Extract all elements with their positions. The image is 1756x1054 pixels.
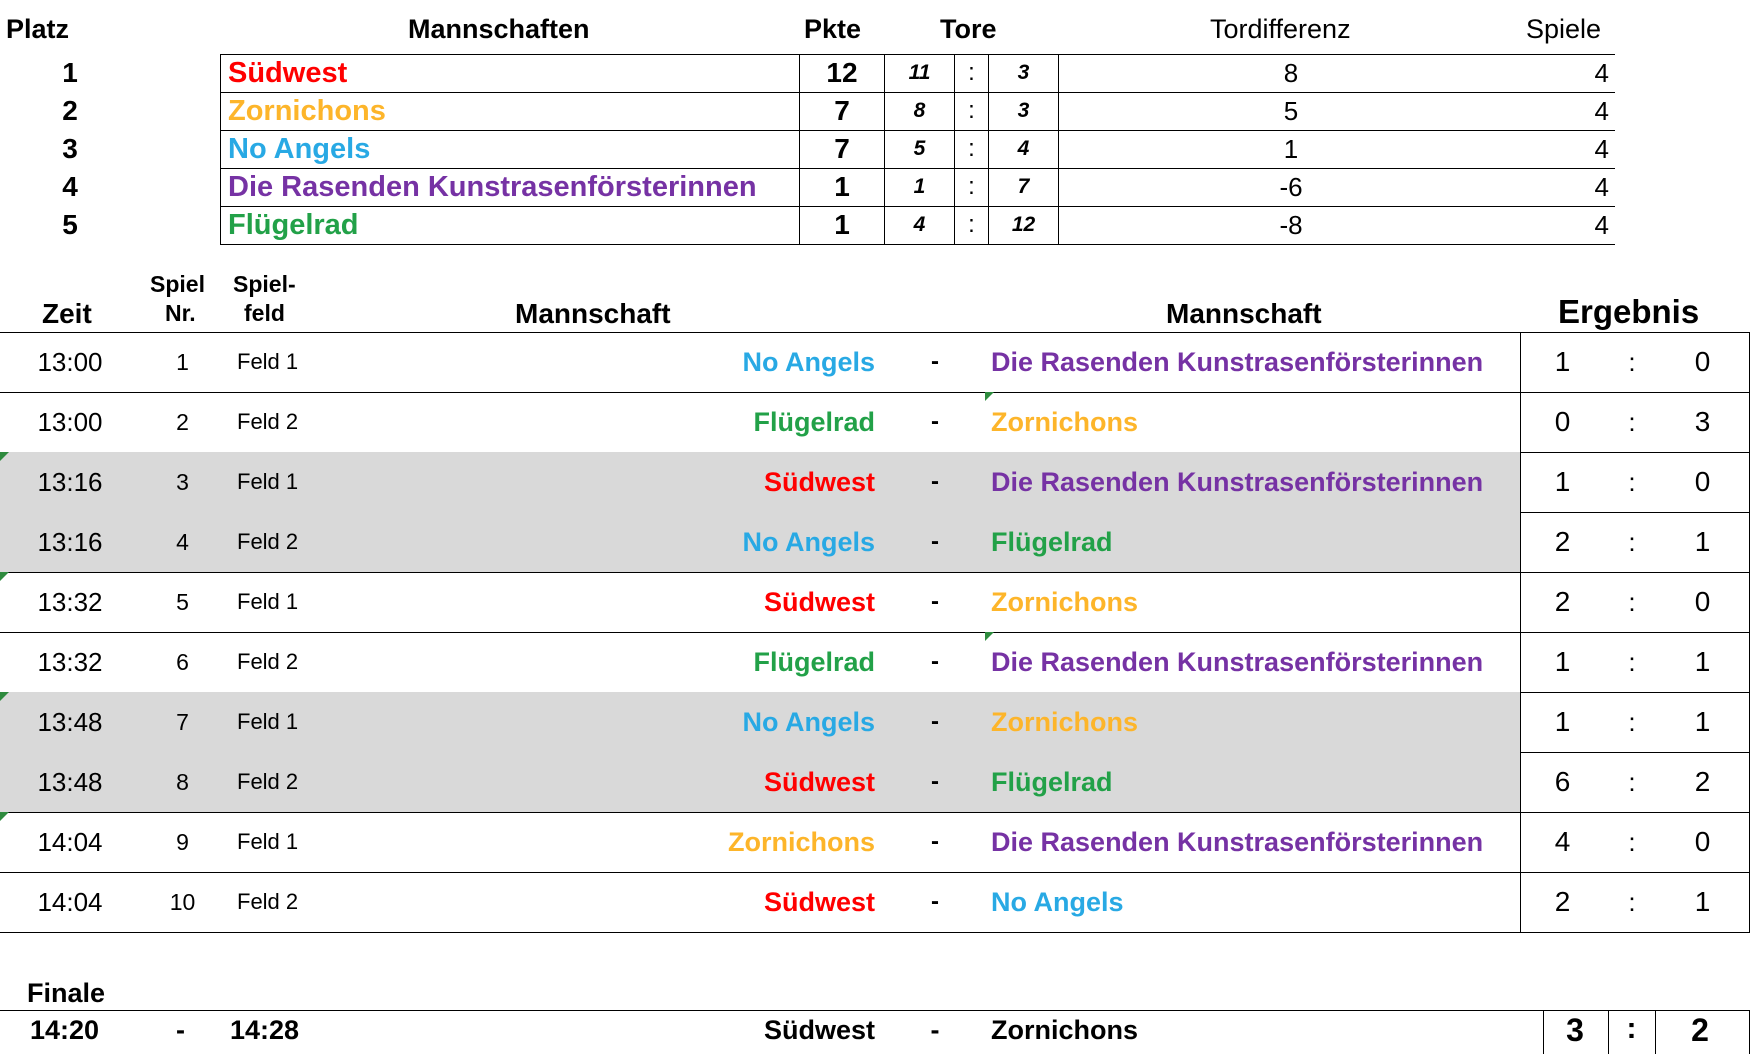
schedule-time: 13:48 [37,767,103,797]
schedule-field: Feld 1 [237,709,299,734]
schedule-game-nr: 7 [176,709,189,735]
standings-place: 1 [62,57,78,88]
standings-games: 4 [1594,134,1609,164]
schedule-dash: - [931,348,939,375]
schedule-dash: - [931,588,939,615]
final-score-away: 2 [1691,1012,1709,1048]
schedule-time: 14:04 [37,887,103,917]
schedule-field: Feld 1 [237,829,299,854]
standings-team: Flügelrad [220,206,800,244]
standings-header-difference: Tordifferenz [1210,14,1351,44]
schedule-game-nr: 1 [176,349,189,375]
schedule-away-team: Zornichons [991,407,1138,437]
schedule-game-nr: 6 [176,649,189,675]
result-column-border [1749,332,1750,932]
schedule-row [0,392,1756,452]
schedule-score-away: 0 [1694,346,1711,377]
schedule-dash: - [931,528,939,555]
schedule-header-field-1: Spiel- [233,271,296,297]
standings-points: 7 [800,130,885,168]
final-score-home: 3 [1566,1012,1584,1048]
standings-row [0,54,1615,92]
schedule-header-game-nr-2: Nr. [165,300,196,326]
schedule-header-time: Zeit [42,298,92,329]
standings-difference: 8 [1283,58,1299,88]
schedule-header-home: Mannschaft [515,298,671,329]
final-score-divider-mid-1 [1608,1010,1609,1054]
final-score-colon: : [1626,1012,1637,1045]
final-dash: - [930,1015,940,1045]
schedule-game-nr: 10 [169,889,196,915]
standings-team: Südwest [220,54,800,92]
schedule-game-nr: 8 [176,769,189,795]
schedule-row [0,812,1756,872]
standings-games: 4 [1594,58,1609,88]
standings-place: 3 [62,133,78,164]
schedule-away-team: Die Rasenden Kunstrasenförsterinnen [991,647,1484,677]
schedule-away-team: No Angels [991,887,1124,917]
final-top-line [0,1010,1750,1011]
schedule-time: 13:16 [37,527,103,557]
schedule-home-team: Südwest [763,587,875,617]
standings-header-games: Spiele [1526,14,1602,44]
schedule-score-home: 2 [1554,586,1571,617]
schedule-time: 13:32 [37,587,103,617]
standings-points: 12 [800,54,885,92]
standings-header-points: Pkte [804,14,862,44]
standings-row [0,168,1615,206]
schedule-row [0,872,1756,932]
schedule-score-away: 0 [1694,466,1711,497]
standings-difference: -8 [1279,210,1303,240]
schedule-score-home: 1 [1554,346,1571,377]
schedule-row [0,452,1756,512]
standings-place: 2 [62,95,78,126]
standings-goals-colon: : [955,54,989,92]
schedule-score-home: 6 [1554,766,1571,797]
schedule-away-team: Die Rasenden Kunstrasenförsterinnen [991,347,1484,377]
schedule-header-result: Ergebnis [1558,293,1700,330]
standings-goals-against: 3 [989,54,1059,92]
schedule-time: 13:16 [37,467,103,497]
standings-row [0,130,1615,168]
schedule-away-team: Die Rasenden Kunstrasenförsterinnen [991,827,1484,857]
standings-goals-against: 12 [989,206,1059,244]
standings-goals-for: 8 [885,92,955,130]
schedule-row [0,332,1756,392]
schedule-field: Feld 2 [237,769,299,794]
standings-row [0,206,1615,244]
schedule-score-away: 1 [1694,646,1711,677]
standings-row-divider [220,244,1615,245]
schedule-row [0,512,1756,572]
schedule-score-colon: : [1628,527,1636,557]
schedule-score-colon: : [1628,587,1636,617]
schedule-field: Feld 1 [237,589,299,614]
schedule-home-team: No Angels [742,527,875,557]
schedule-field: Feld 2 [237,889,299,914]
schedule-score-away: 1 [1694,526,1711,557]
standings-games: 4 [1594,96,1609,126]
final-time-dash: - [176,1015,185,1045]
schedule-score-home: 2 [1554,526,1571,557]
schedule-away-team: Zornichons [991,587,1138,617]
schedule-score-away: 0 [1694,586,1711,617]
schedule-home-team: Südwest [763,767,875,797]
schedule-home-team: No Angels [742,707,875,737]
standings-difference: 5 [1283,96,1299,126]
schedule-away-team: Flügelrad [991,767,1113,797]
schedule-row [0,572,1756,632]
standings-goals-colon: : [955,92,989,130]
schedule-time: 14:04 [37,827,103,857]
schedule-field: Feld 2 [237,529,299,554]
schedule-dash: - [931,708,939,735]
standings-goals-for: 11 [885,54,955,92]
schedule-dash: - [931,888,939,915]
schedule-time: 13:00 [37,347,103,377]
standings-goals-for: 4 [885,206,955,244]
final-score-divider-right [1749,1010,1750,1054]
schedule-away-team: Flügelrad [991,527,1113,557]
standings-goals-against: 4 [989,130,1059,168]
schedule-score-home: 1 [1554,466,1571,497]
schedule-away-team: Die Rasenden Kunstrasenförsterinnen [991,467,1484,497]
schedule-home-team: Südwest [763,467,875,497]
schedule-home-team: No Angels [742,347,875,377]
schedule-header-game-nr-1: Spiel [150,271,205,297]
schedule-score-away: 1 [1694,706,1711,737]
schedule-home-team: Südwest [763,887,875,917]
standings-difference: 1 [1283,134,1299,164]
standings-points: 1 [800,206,885,244]
standings-team: No Angels [220,130,800,168]
standings-goals-against: 7 [989,168,1059,206]
standings-goals-for: 1 [885,168,955,206]
schedule-row [0,692,1756,752]
standings-points: 1 [800,168,885,206]
final-score-divider-mid-2 [1655,1010,1656,1054]
result-column-border [1520,332,1521,932]
standings-place: 5 [62,209,78,240]
standings-goals-colon: : [955,168,989,206]
schedule-header-away: Mannschaft [1166,298,1322,329]
schedule-dash: - [931,468,939,495]
standings-points: 7 [800,92,885,130]
schedule-score-home: 4 [1554,826,1571,857]
final-away-team: Zornichons [991,1015,1138,1045]
schedule-game-nr: 9 [176,829,189,855]
schedule-home-team: Flügelrad [753,647,875,677]
schedule-score-home: 1 [1554,646,1571,677]
standings-place: 4 [62,171,78,202]
schedule-field: Feld 1 [237,469,299,494]
schedule-score-colon: : [1628,767,1636,797]
schedule-score-colon: : [1628,347,1636,377]
standings-goals-against: 3 [989,92,1059,130]
final-start-time: 14:20 [30,1015,100,1045]
final-home-team: Südwest [763,1015,875,1045]
schedule-dash: - [931,828,939,855]
standings-row [0,92,1615,130]
schedule-score-colon: : [1628,647,1636,677]
schedule-home-team: Flügelrad [753,407,875,437]
final-label: Finale [27,978,106,1008]
standings-goals-for: 5 [885,130,955,168]
standings-goals-colon: : [955,206,989,244]
schedule-away-team: Zornichons [991,707,1138,737]
schedule-score-colon: : [1628,707,1636,737]
schedule-time: 13:32 [37,647,103,677]
schedule-home-team: Zornichons [728,827,875,857]
schedule-score-away: 0 [1694,826,1711,857]
standings-header-place: Platz [6,14,70,44]
schedule-row-divider [0,932,1750,933]
schedule-score-away: 3 [1694,406,1711,437]
schedule-score-colon: : [1628,467,1636,497]
standings-team: Zornichons [220,92,800,130]
schedule-game-nr: 2 [176,409,189,435]
standings-header-teams: Mannschaften [408,14,590,44]
schedule-field: Feld 1 [237,349,299,374]
schedule-score-colon: : [1628,887,1636,917]
schedule-field: Feld 2 [237,649,299,674]
schedule-row [0,632,1756,692]
schedule-field: Feld 2 [237,409,299,434]
schedule-score-home: 1 [1554,706,1571,737]
standings-goals-colon: : [955,130,989,168]
schedule-score-away: 2 [1694,766,1711,797]
schedule-game-nr: 5 [176,589,189,615]
standings-games: 4 [1594,210,1609,240]
schedule-time: 13:00 [37,407,103,437]
schedule-dash: - [931,648,939,675]
schedule-score-home: 2 [1554,886,1571,917]
standings-difference: -6 [1279,172,1303,202]
schedule-score-colon: : [1628,827,1636,857]
schedule-score-colon: : [1628,407,1636,437]
schedule-dash: - [931,408,939,435]
schedule-dash: - [931,768,939,795]
final-end-time: 14:28 [230,1015,300,1045]
standings-header-goals: Tore [940,14,997,44]
final-score-divider-left [1543,1010,1544,1054]
schedule-game-nr: 4 [176,529,189,555]
schedule-header-field-2: feld [244,300,285,326]
schedule-score-away: 1 [1694,886,1711,917]
schedule-game-nr: 3 [176,469,189,495]
schedule-row [0,752,1756,812]
standings-games: 4 [1594,172,1609,202]
schedule-time: 13:48 [37,707,103,737]
schedule-score-home: 0 [1554,406,1571,437]
standings-team: Die Rasenden Kunstrasenförsterinnen [220,168,800,206]
